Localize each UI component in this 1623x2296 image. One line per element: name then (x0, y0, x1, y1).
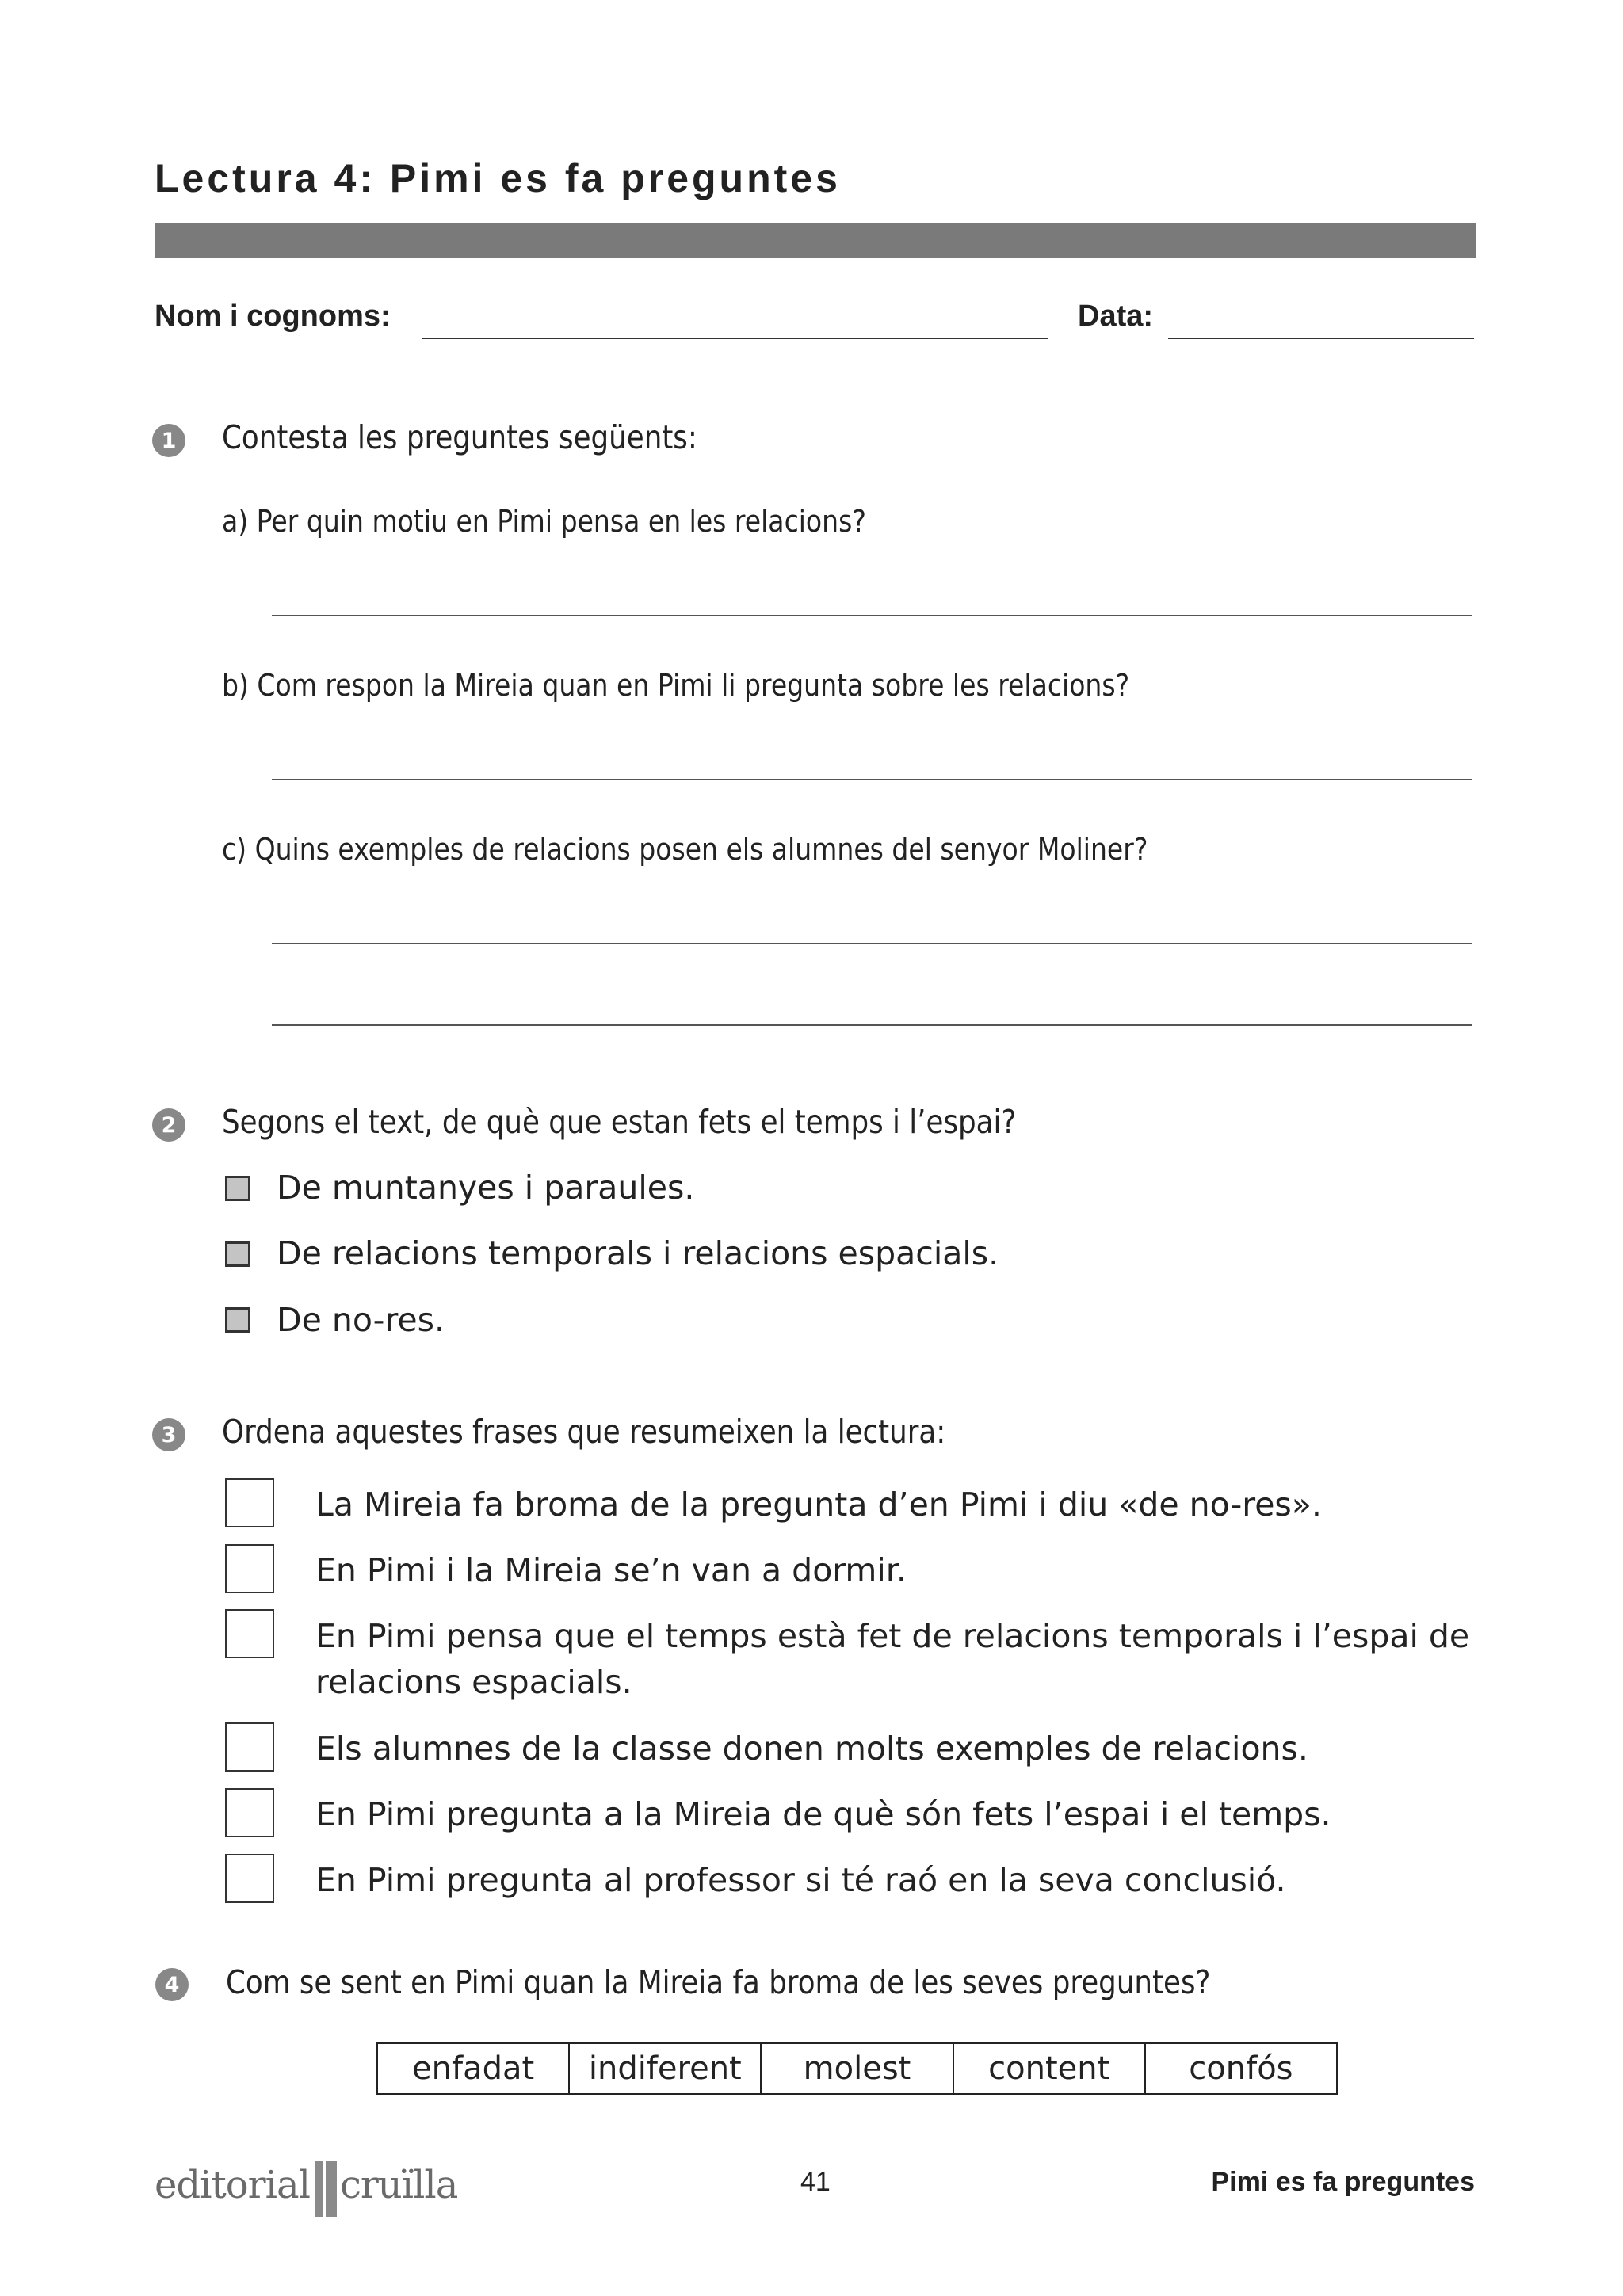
publisher-mark-icon (315, 2161, 337, 2217)
publisher-name-right: cruïlla (339, 2163, 458, 2207)
word-option-content[interactable]: content (954, 2044, 1146, 2093)
option-checkbox-1[interactable] (225, 1176, 250, 1201)
order-box-6[interactable] (225, 1854, 274, 1903)
question-number-1-icon: 1 (152, 424, 185, 457)
question-number-4-icon: 4 (155, 1968, 189, 2001)
order-item-4: Els alumnes de la classe donen molts exemples de relacions. (315, 1730, 1308, 1768)
question-2-text: Segons el text, de què que estan fets el temps i l’espai? (222, 1103, 1017, 1141)
question-1-text: Contesta les preguntes següents: (222, 418, 697, 456)
question-3-text: Ordena aquestes frases que resumeixen la lectura: (222, 1413, 946, 1451)
order-item-3: En Pimi pensa que el temps està fet de relacions temporals i l’espai de relacions espacials. (315, 1617, 1470, 1701)
order-item-6: En Pimi pregunta al professor si té raó en la seva conclusió. (315, 1861, 1286, 1899)
date-field[interactable] (1168, 301, 1474, 339)
order-box-1[interactable] (225, 1478, 274, 1527)
option-checkbox-2[interactable] (225, 1241, 250, 1267)
date-label: Data: (1078, 299, 1154, 333)
name-field[interactable] (422, 301, 1048, 339)
option-checkbox-3[interactable] (225, 1307, 250, 1333)
word-option-molest[interactable]: molest (762, 2044, 953, 2093)
publisher-name-left: editorial (155, 2163, 310, 2207)
answer-line-a[interactable] (272, 615, 1472, 616)
publisher-logo (155, 2161, 457, 2217)
worksheet-title: Lectura 4: Pimi es fa preguntes (155, 156, 841, 200)
answer-line-c2[interactable] (272, 1024, 1472, 1026)
subquestion-a: a) Per quin motiu en Pimi pensa en les relacions? (222, 504, 866, 539)
answer-line-b[interactable] (272, 779, 1472, 780)
word-option-confos[interactable]: confós (1189, 2050, 1293, 2087)
question-4-text: Com se sent en Pimi quan la Mireia fa broma de les seves preguntes? (226, 1963, 1211, 2001)
word-option-enfadat[interactable]: enfadat (378, 2044, 570, 2093)
word-option-indiferent[interactable]: indiferent (570, 2044, 762, 2093)
order-item-5: En Pimi pregunta a la Mireia de què són fets l’espai i el temps. (315, 1795, 1331, 1833)
order-box-4[interactable] (225, 1722, 274, 1772)
order-item-1: La Mireia fa broma de la pregunta d’en Pimi i diu «de no-res». (315, 1486, 1322, 1524)
option-label-1: De muntanyes i paraules. (277, 1169, 695, 1207)
question-number-2-icon: 2 (152, 1108, 185, 1142)
title-divider-bar (155, 223, 1476, 258)
option-label-2: De relacions temporals i relacions espacials. (277, 1234, 999, 1272)
footer-book-title: Pimi es fa preguntes (1211, 2167, 1475, 2197)
feelings-word-table (376, 2042, 1338, 2095)
subquestion-b: b) Com respon la Mireia quan en Pimi li pregunta sobre les relacions? (222, 668, 1130, 703)
option-label-3: De no-res. (277, 1301, 445, 1339)
page-number: 41 (800, 2167, 831, 2197)
order-box-5[interactable] (225, 1788, 274, 1837)
order-box-3[interactable] (225, 1609, 274, 1658)
answer-line-c1[interactable] (272, 943, 1472, 944)
question-number-3-icon: 3 (152, 1418, 185, 1451)
subquestion-c: c) Quins exemples de relacions posen els alumnes del senyor Moliner? (222, 832, 1148, 867)
name-label: Nom i cognoms: (155, 299, 391, 333)
order-item-2: En Pimi i la Mireia se’n van a dormir. (315, 1551, 907, 1589)
order-box-2[interactable] (225, 1544, 274, 1593)
